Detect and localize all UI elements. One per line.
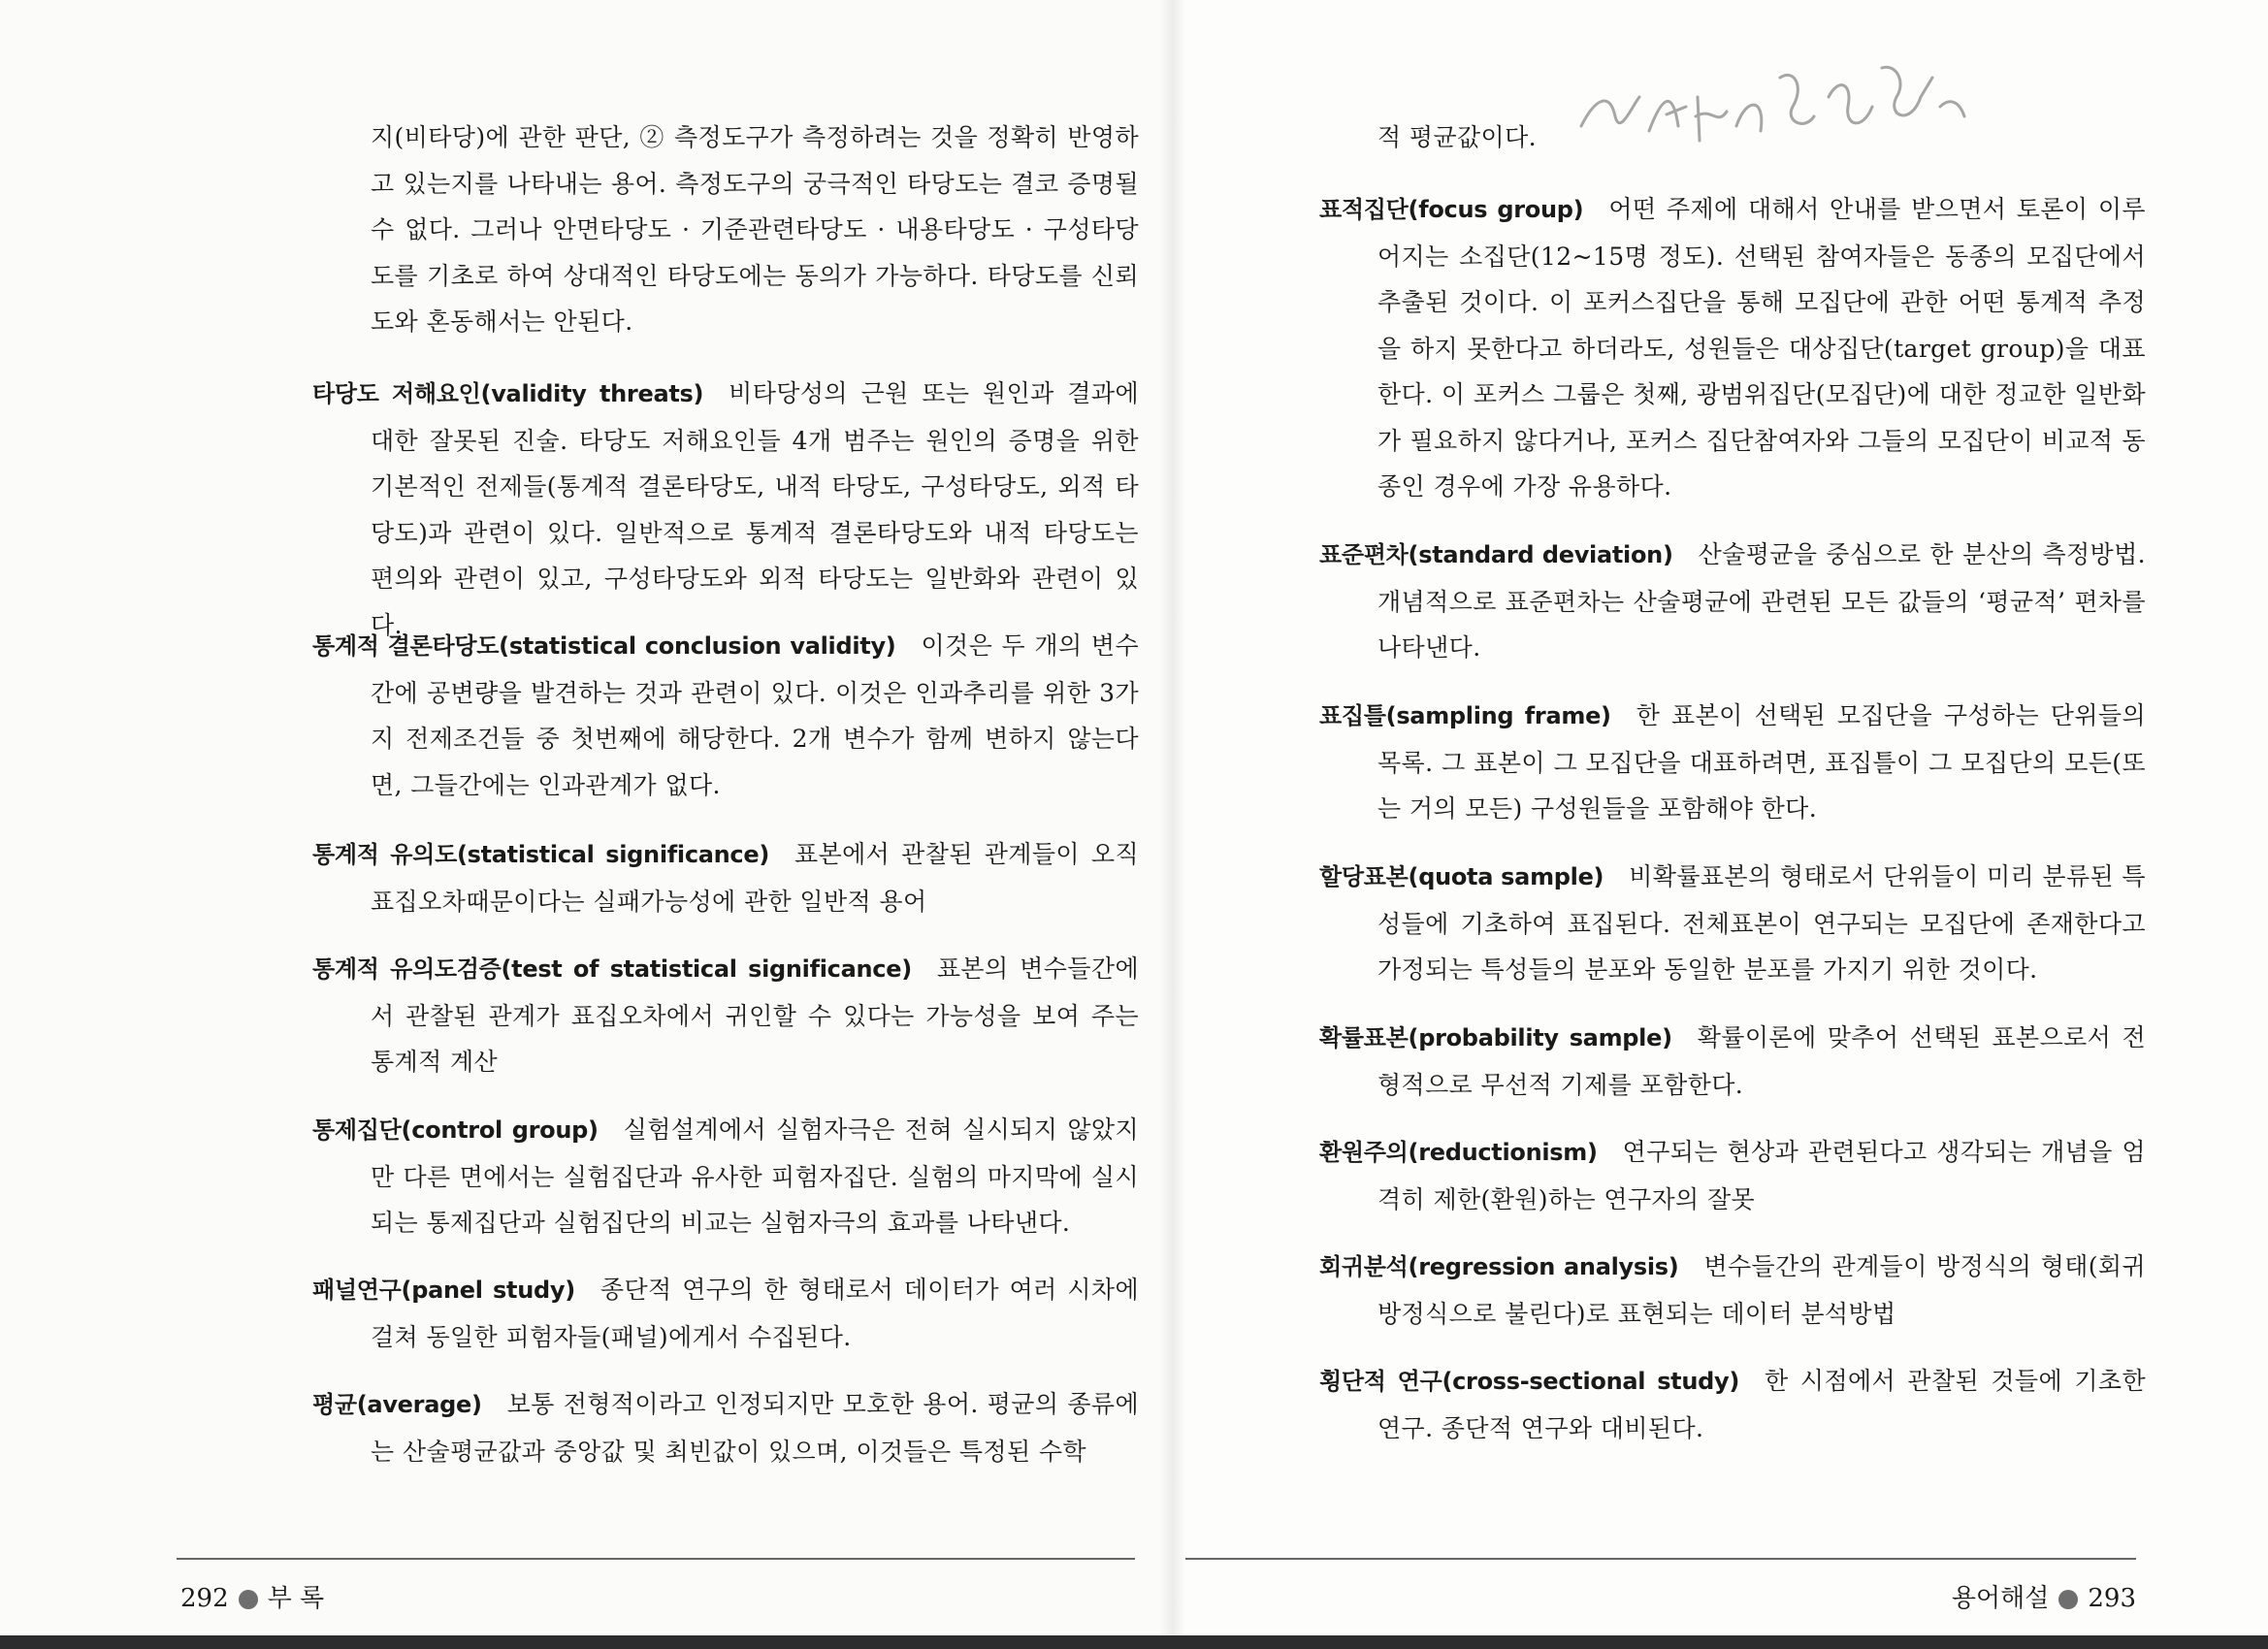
entry-definition: 연구되는 현상과 관련된다고 생각되는 개념을 엄격히 제한(환원)하는 연구자의 잘못 (1377, 1138, 2146, 1213)
entry-term: 횡단적 연구(cross-sectional study) (1319, 1368, 1740, 1395)
entry-term: 확률표본(probability sample) (1319, 1024, 1672, 1051)
glossary-entry (1319, 1129, 2146, 1222)
glossary-entry (312, 1381, 1139, 1474)
bullet-dot-icon (2058, 1590, 2078, 1609)
section-label: 부 록 (267, 1584, 325, 1613)
entry-definition: 지(비타당)에 관한 판단, ② 측정도구가 측정하려는 것을 정확히 반영하고 있는지를 나타내는 용어. 측정도구의 궁극적인 타당도는 결코 증명될 수 없다. 그러나 안면타당도 · 기준관련타당도 · 내용타당도 · 구성타당도를 기초로 하여 상대적인 타당도에는 동의가 가능하다. 타당도를 신뢰도와 혼동해서는 안된다. (371, 123, 1139, 336)
entry-definition: 비타당성의 근원 또는 원인과 결과에 대한 잘못된 진술. 타당도 저해요인들 4개 범주는 원인의 증명을 위한 기본적인 전제들(통계적 결론타당도, 내적 타당도, 구성타당도, 외적 타당도)과 관련이 있다. 일반적으로 통계적 결론타당도와 내적 타당도는 편의와 관련이 있고, 구성타당도와 외적 타당도는 일반화와 관련이 있다. (371, 379, 1139, 639)
entry-definition: 실험설계에서 실험자극은 전혀 실시되지 않았지만 다른 면에서는 실험집단과 유사한 피험자집단. 실험의 마지막에 실시되는 통제집단과 실험집단의 비교는 실험자극의 효과를 나타낸다. (371, 1116, 1139, 1237)
entry-term: 통계적 유의도검증(test of statistical significance) (312, 955, 912, 983)
glossary-entry (1319, 1358, 2146, 1451)
glossary-entry (1319, 1015, 2146, 1108)
entry-term: 평균(average) (312, 1391, 482, 1418)
entry-term: 타당도 저해요인(validity threats) (312, 380, 704, 407)
glossary-entry (1319, 1244, 2146, 1337)
entry-definition: 산술평균을 중심으로 한 분산의 측정방법. 개념적으로 표준편차는 산술평균에 관련된 모든 값들의 ‘평균적’ 편차를 나타낸다. (1377, 540, 2146, 662)
footer-rule-right (1185, 1558, 2136, 1560)
entry-definition: 비확률표본의 형태로서 단위들이 미리 분류된 특성들에 기초하여 표집된다. 전체표본이 연구되는 모집단에 존재한다고 가정되는 특성들의 분포와 동일한 분포를 가지기 위한 것이다. (1377, 862, 2146, 984)
entry-definition: 이것은 두 개의 변수간에 공변량을 발견하는 것과 관련이 있다. 이것은 인과추리를 위한 3가지 전제조건들 중 첫번째에 해당한다. 2개 변수가 함께 변하지 않는다면, 그들간에는 인과관계가 없다. (371, 631, 1139, 799)
entry-definition: 확률이론에 맞추어 선택된 표본으로서 전형적으로 무선적 기제를 포함한다. (1377, 1023, 2147, 1099)
glossary-entry (1319, 854, 2146, 993)
glossary-entry (312, 623, 1139, 808)
glossary-entry (1319, 532, 2146, 671)
entry-definition: 표본에서 관찰된 관계들이 오직 표집오차때문이다는 실패가능성에 관한 일반적 용어 (371, 840, 1139, 916)
entry-term: 통계적 결론타당도(statistical conclusion validity) (312, 632, 896, 660)
glossary-entry (1319, 693, 2146, 832)
entry-term: 통계적 유의도(statistical significance) (312, 841, 770, 868)
glossary-entry (312, 371, 1139, 648)
page-footer-left (180, 1579, 324, 1618)
footer-rule-left (177, 1558, 1135, 1560)
entry-definition: 종단적 연구의 한 형태로서 데이터가 여러 시차에 걸쳐 동일한 피험자들(패널)에게서 수집된다. (371, 1276, 1139, 1351)
entry-definition: 한 시점에서 관찰된 것들에 기초한 연구. 종단적 연구와 대비된다. (1377, 1367, 2146, 1442)
glossary-entry (1319, 186, 2146, 510)
entry-term: 표준편차(standard deviation) (1319, 541, 1673, 568)
entry-term: 표적집단(focus group) (1319, 196, 1584, 223)
entry-term: 패널연구(panel study) (312, 1277, 575, 1304)
entry-term: 회귀분석(regression analysis) (1319, 1253, 1679, 1280)
entry-term: 통제집단(control group) (312, 1116, 599, 1144)
page-footer-right (1952, 1579, 2136, 1618)
glossary-entry (312, 831, 1139, 924)
entry-definition: 적 평균값이다. (1377, 123, 1537, 151)
book-gutter (1160, 0, 1185, 1649)
glossary-entry-continued (312, 114, 1139, 345)
pencil-scribble (1571, 39, 1979, 175)
entry-definition: 어떤 주제에 대해서 안내를 받으면서 토론이 이루어지는 소집단(12~15명 정도). 선택된 참여자들은 동종의 모집단에서 추출된 것이다. 이 포커스집단을 통해 모집단에 관한 어떤 통계적 추정을 하지 못한다고 하더라도, 성원들은 대상집단(target group)을 대표한다. 이 포커스 그룹은 첫째, 광범위집단(모집단)에 대한 정교한 일반화가 필요하지 않다거나, 포커스 집단참여자와 그들의 모집단이 비교적 동종인 경우에 가장 유용하다. (1377, 195, 2146, 501)
entry-definition: 변수들간의 관계들이 방정식의 형태(회귀방정식으로 불린다)로 표현되는 데이터 분석방법 (1377, 1252, 2146, 1328)
page-number: 292 (180, 1584, 229, 1613)
page-number: 293 (2088, 1584, 2136, 1613)
entry-definition: 표본의 변수들간에서 관찰된 관계가 표집오차에서 귀인할 수 있다는 가능성을 보여 주는 통계적 계산 (371, 954, 1140, 1076)
bullet-dot-icon (239, 1590, 258, 1609)
entry-term: 표집틀(sampling frame) (1319, 702, 1611, 729)
glossary-entry (312, 1267, 1139, 1360)
glossary-entry (312, 1107, 1139, 1246)
scan-edge (0, 1635, 2268, 1649)
entry-definition: 보통 전형적이라고 인정되지만 모호한 용어. 평균의 종류에는 산술평균값과 중앙값 및 최빈값이 있으며, 이것들은 특정된 수학 (371, 1390, 1139, 1466)
entry-term: 환원주의(reductionism) (1319, 1139, 1598, 1166)
section-label: 용어해설 (1951, 1584, 2050, 1613)
glossary-entry (312, 946, 1139, 1085)
entry-definition: 한 표본이 선택된 모집단을 구성하는 단위들의 목록. 그 표본이 그 모집단을 대표하려면, 표집틀이 그 모집단의 모든(또는 거의 모든) 구성원들을 포함해야 한다. (1377, 701, 2147, 823)
entry-term: 할당표본(quota sample) (1319, 863, 1604, 890)
